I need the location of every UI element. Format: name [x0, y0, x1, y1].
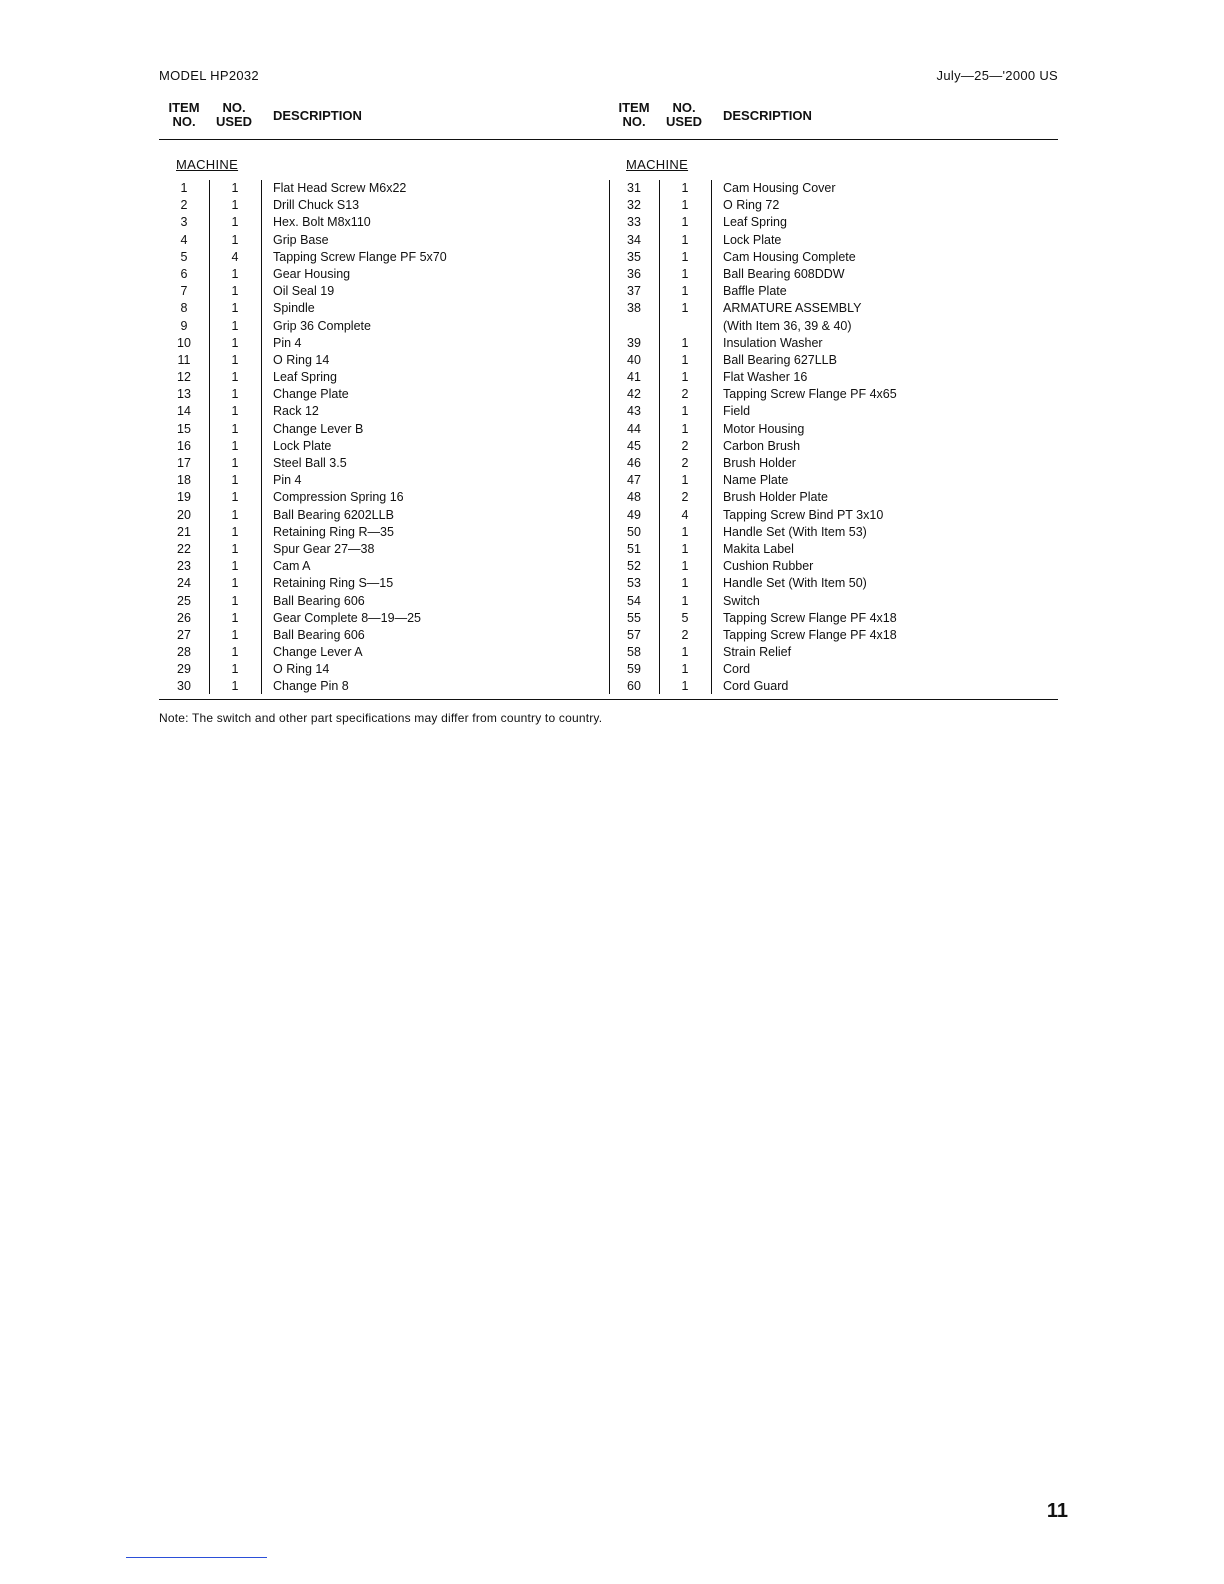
table-row [609, 283, 1049, 300]
table-row [159, 197, 599, 214]
table-row [159, 266, 599, 283]
table-row [159, 472, 599, 489]
table-row [159, 524, 599, 541]
item-number: 9 [180, 318, 188, 333]
table-row [609, 421, 1049, 438]
model-label: MODEL HP2032 [159, 68, 259, 83]
part-description: Tapping Screw Flange PF 4x65 [723, 387, 897, 402]
item-number: 1 [180, 181, 188, 195]
description-header: DESCRIPTION [273, 108, 362, 123]
quantity-used: 1 [681, 301, 689, 316]
quantity-used: 2 [681, 456, 689, 470]
table-row [609, 489, 1049, 506]
part-description: Flat Washer 16 [723, 370, 808, 385]
part-description: ARMATURE ASSEMBLY [723, 301, 862, 316]
table-row [159, 180, 599, 197]
part-description: Leaf Spring [723, 215, 787, 230]
table-row [609, 335, 1049, 352]
used-header-line1: NO. [672, 100, 696, 115]
quantity-used: 1 [681, 576, 689, 591]
item-number: 48 [627, 490, 641, 505]
item-number: 20 [177, 507, 191, 522]
header-divider [159, 139, 1058, 140]
part-description: Gear Housing [273, 266, 351, 281]
table-row [159, 541, 599, 558]
quantity-used: 1 [681, 679, 689, 694]
table-row [609, 627, 1049, 644]
part-description: Baffle Plate [723, 284, 787, 299]
quantity-used: 1 [681, 215, 689, 230]
part-description: Strain Relief [723, 645, 792, 660]
item-no-header [159, 101, 209, 129]
quantity-used: 1 [681, 181, 689, 195]
part-description: Gear Complete 8—19—25 [273, 610, 421, 625]
part-description: Flat Head Screw M6x22 [273, 181, 407, 195]
table-row [159, 214, 599, 231]
quantity-used: 1 [231, 284, 239, 299]
used-header-line1: NO. [222, 100, 246, 115]
quantity-used: 1 [681, 335, 689, 350]
table-row [159, 644, 599, 661]
table-row [159, 300, 599, 317]
part-description: Tapping Screw Flange PF 4x18 [723, 627, 897, 642]
item-header-line1: ITEM [168, 100, 200, 115]
item-number: 41 [627, 370, 641, 385]
table-row [609, 369, 1049, 386]
quantity-used: 1 [681, 404, 689, 419]
quantity-used: 1 [231, 679, 239, 694]
page-number: 11 [1046, 1500, 1068, 1522]
table-row [609, 403, 1049, 420]
quantity-used: 1 [231, 576, 239, 591]
quantity-used: 1 [231, 559, 239, 574]
table-row [609, 438, 1049, 455]
item-number: 25 [177, 593, 191, 608]
parts-table-right [609, 180, 1049, 696]
part-description: Handle Set (With Item 50) [723, 576, 867, 591]
part-description: Ball Bearing 606 [273, 593, 365, 608]
table-row [159, 386, 599, 403]
part-description: Spindle [273, 301, 315, 316]
quantity-used: 2 [681, 627, 689, 642]
part-description: Retaining Ring R—35 [273, 524, 394, 539]
part-description: Makita Label [723, 541, 794, 556]
quantity-used: 4 [231, 249, 239, 264]
part-description: Switch [723, 593, 760, 608]
item-number: 4 [180, 232, 188, 247]
part-description: O Ring 14 [273, 352, 330, 367]
quantity-used: 1 [231, 610, 239, 625]
item-number: 32 [627, 198, 641, 213]
item-number: 55 [627, 610, 641, 625]
item-number: 27 [177, 627, 191, 642]
item-number: 22 [177, 541, 191, 556]
table-row [609, 197, 1049, 214]
item-number: 42 [627, 387, 641, 402]
item-number: 13 [177, 387, 191, 402]
part-description: Change Plate [273, 387, 349, 402]
table-row [159, 352, 599, 369]
item-header-line2: NO. [622, 114, 646, 129]
item-no-header [609, 101, 659, 129]
table-row [159, 438, 599, 455]
part-description: Ball Bearing 608DDW [723, 266, 845, 281]
item-number: 11 [177, 352, 191, 367]
part-description: Cord Guard [723, 679, 789, 694]
quantity-used: 1 [231, 438, 239, 453]
quantity-used: 1 [681, 232, 689, 247]
quantity-used: 1 [231, 456, 239, 470]
part-description: Cord [723, 662, 751, 677]
item-number: 58 [627, 645, 641, 660]
item-header-line2: NO. [172, 114, 196, 129]
table-row [159, 283, 599, 300]
table-bottom-rule [159, 699, 1058, 700]
part-description: Carbon Brush [723, 438, 801, 453]
part-description: Lock Plate [723, 232, 782, 247]
part-description: Ball Bearing 6202LLB [273, 507, 394, 522]
part-description: Spur Gear 27—38 [273, 541, 375, 556]
table-row [159, 369, 599, 386]
quantity-used: 1 [681, 559, 689, 574]
table-row [159, 335, 599, 352]
quantity-used: 1 [681, 645, 689, 660]
item-number: 49 [627, 507, 641, 522]
quantity-used: 1 [681, 284, 689, 299]
item-number: 33 [627, 215, 641, 230]
part-description: Cam A [273, 559, 311, 574]
part-description: (With Item 36, 39 & 40) [723, 318, 852, 333]
table-row [159, 575, 599, 592]
part-description: Motor Housing [723, 421, 805, 436]
quantity-used: 2 [681, 438, 689, 453]
table-row [609, 352, 1049, 369]
part-description: Compression Spring 16 [273, 490, 404, 505]
part-description: Hex. Bolt M8x110 [273, 215, 371, 230]
quantity-used: 1 [681, 593, 689, 608]
quantity-used: 1 [231, 232, 239, 247]
table-row [159, 421, 599, 438]
table-row [159, 593, 599, 610]
table-row [609, 661, 1049, 678]
table-row [159, 610, 599, 627]
decorative-line [126, 1557, 267, 1558]
item-number: 24 [177, 576, 191, 591]
item-number: 15 [177, 421, 191, 436]
part-description: Pin 4 [273, 473, 302, 488]
quantity-used: 1 [231, 215, 239, 230]
table-row [159, 403, 599, 420]
description-header: DESCRIPTION [723, 108, 812, 123]
table-row [609, 558, 1049, 575]
item-number: 18 [177, 473, 191, 488]
quantity-used: 1 [681, 352, 689, 367]
part-description: Cam Housing Cover [723, 181, 836, 195]
item-number: 29 [177, 662, 191, 677]
item-number: 16 [177, 438, 191, 453]
item-number: 21 [177, 524, 191, 539]
quantity-used: 1 [681, 266, 689, 281]
part-description: Ball Bearing 627LLB [723, 352, 837, 367]
quantity-used: 2 [681, 490, 689, 505]
item-number: 40 [627, 352, 641, 367]
table-row [159, 661, 599, 678]
item-number: 3 [180, 215, 188, 230]
part-description: Brush Holder Plate [723, 490, 828, 505]
item-number: 43 [627, 404, 641, 419]
part-description: Grip Base [273, 232, 329, 247]
item-number: 37 [627, 284, 641, 299]
item-number: 53 [627, 576, 641, 591]
quantity-used: 1 [231, 627, 239, 642]
item-number: 54 [627, 593, 641, 608]
item-number: 45 [627, 438, 641, 453]
part-description: Ball Bearing 606 [273, 627, 365, 642]
quantity-used: 2 [681, 387, 689, 402]
table-row [609, 575, 1049, 592]
item-number: 2 [180, 198, 188, 213]
quantity-used: 1 [681, 524, 689, 539]
quantity-used: 1 [231, 473, 239, 488]
quantity-used: 1 [681, 473, 689, 488]
used-header-line2: USED [215, 114, 253, 129]
quantity-used: 1 [681, 370, 689, 385]
item-number: 23 [177, 559, 191, 574]
item-number: 28 [177, 645, 191, 660]
part-description: Steel Ball 3.5 [273, 456, 347, 470]
part-description: Brush Holder [723, 456, 796, 470]
item-number: 14 [177, 404, 191, 419]
quantity-used: 1 [681, 249, 689, 264]
table-row [609, 524, 1049, 541]
table-row [609, 249, 1049, 266]
item-number: 17 [177, 456, 191, 470]
item-number: 31 [627, 181, 641, 195]
used-header-line2: USED [665, 114, 703, 129]
table-row [609, 507, 1049, 524]
quantity-used: 1 [681, 198, 689, 213]
quantity-used: 1 [231, 490, 239, 505]
table-row [159, 489, 599, 506]
quantity-used: 1 [231, 387, 239, 402]
part-description: Cushion Rubber [723, 559, 814, 574]
table-row [159, 627, 599, 644]
item-number: 50 [627, 524, 641, 539]
quantity-used: 1 [231, 181, 239, 195]
table-row [159, 455, 599, 472]
item-number: 46 [627, 456, 641, 470]
item-number: 12 [177, 370, 191, 385]
table-row [609, 300, 1049, 317]
quantity-used: 1 [231, 301, 239, 316]
item-number: 35 [627, 249, 641, 264]
no-used-header [209, 101, 259, 129]
quantity-used: 1 [681, 421, 689, 436]
part-description: Grip 36 Complete [273, 318, 371, 333]
quantity-used: 1 [231, 335, 239, 350]
quantity-used: 1 [231, 524, 239, 539]
item-number: 10 [177, 335, 191, 350]
quantity-used: 1 [231, 662, 239, 677]
item-number: 36 [627, 266, 641, 281]
item-number: 26 [177, 610, 191, 625]
item-number: 6 [180, 266, 188, 281]
quantity-used: 1 [231, 541, 239, 556]
quantity-used: 1 [231, 645, 239, 660]
table-row [609, 472, 1049, 489]
part-description: Oil Seal 19 [273, 284, 335, 299]
part-description: Change Lever A [273, 645, 363, 660]
section-title-right: MACHINE [626, 157, 689, 172]
table-row [609, 266, 1049, 283]
parts-table-left [159, 180, 599, 696]
part-description: Tapping Screw Flange PF 5x70 [273, 249, 447, 264]
table-row [609, 180, 1049, 197]
part-description: Handle Set (With Item 53) [723, 524, 867, 539]
quantity-used: 4 [681, 507, 689, 522]
item-number: 8 [180, 301, 188, 316]
quantity-used: 1 [231, 507, 239, 522]
item-number: 39 [627, 335, 641, 350]
part-description: Name Plate [723, 473, 789, 488]
table-row [609, 318, 1049, 335]
item-number: 57 [627, 627, 641, 642]
quantity-used: 1 [231, 266, 239, 281]
quantity-used: 1 [231, 318, 239, 333]
part-description: Tapping Screw Flange PF 4x18 [723, 610, 897, 625]
table-row [159, 318, 599, 335]
quantity-used: 1 [231, 370, 239, 385]
part-description: Change Pin 8 [273, 679, 349, 694]
part-description: Rack 12 [273, 404, 319, 419]
part-description: Tapping Screw Bind PT 3x10 [723, 507, 884, 522]
part-description: Field [723, 404, 751, 419]
part-description: Retaining Ring S—15 [273, 576, 394, 591]
table-row [609, 610, 1049, 627]
quantity-used: 1 [681, 541, 689, 556]
item-number: 60 [627, 679, 641, 694]
item-number: 47 [627, 473, 641, 488]
table-row [609, 455, 1049, 472]
table-row [159, 507, 599, 524]
item-number: 5 [180, 249, 188, 264]
item-number: 59 [627, 662, 641, 677]
part-description: Drill Chuck S13 [273, 198, 360, 213]
item-header-line1: ITEM [618, 100, 650, 115]
table-row [159, 558, 599, 575]
table-row [609, 541, 1049, 558]
part-description: O Ring 14 [273, 662, 330, 677]
item-number: 51 [627, 541, 641, 556]
table-row [159, 678, 599, 695]
table-row [609, 232, 1049, 249]
item-number: 44 [627, 421, 641, 436]
item-number: 38 [627, 301, 641, 316]
quantity-used: 1 [681, 662, 689, 677]
table-row [609, 593, 1049, 610]
footnote: Note: The switch and other part specifications may differ from country to country. [159, 711, 603, 725]
quantity-used: 5 [681, 610, 689, 625]
no-used-header [659, 101, 709, 129]
item-number: 34 [627, 232, 641, 247]
table-row [609, 214, 1049, 231]
date-label: July—25—'2000 US [936, 68, 1058, 83]
item-number: 30 [177, 679, 191, 694]
part-description: Change Lever B [273, 421, 364, 436]
table-row [609, 644, 1049, 661]
part-description: Lock Plate [273, 438, 332, 453]
section-title-left: MACHINE [176, 157, 239, 172]
item-number: 52 [627, 559, 641, 574]
part-description: O Ring 72 [723, 198, 780, 213]
part-description: Insulation Washer [723, 335, 823, 350]
quantity-used: 1 [231, 421, 239, 436]
quantity-used: 1 [231, 593, 239, 608]
table-row [159, 249, 599, 266]
quantity-used: 1 [231, 352, 239, 367]
table-row [159, 232, 599, 249]
item-number: 19 [177, 490, 191, 505]
quantity-used: 1 [231, 404, 239, 419]
part-description: Cam Housing Complete [723, 249, 856, 264]
part-description: Leaf Spring [273, 370, 337, 385]
item-number: 7 [180, 284, 188, 299]
table-row [609, 678, 1049, 695]
table-row [609, 386, 1049, 403]
part-description: Pin 4 [273, 335, 302, 350]
quantity-used: 1 [231, 198, 239, 213]
